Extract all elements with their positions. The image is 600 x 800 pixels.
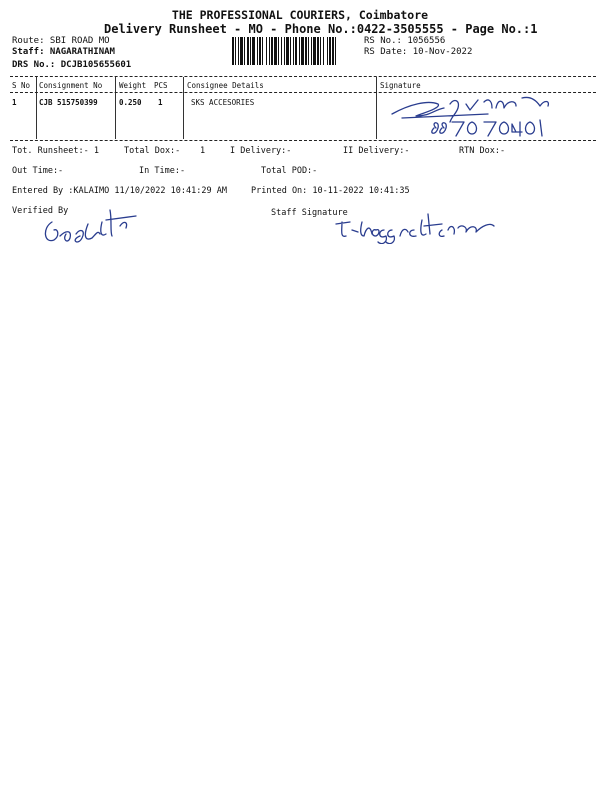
drs-number: DRS No.: DCJB105655601 — [12, 60, 132, 70]
recipient-signature — [380, 92, 580, 140]
col-divider — [183, 77, 184, 139]
col-divider — [36, 77, 37, 139]
staff-signature — [330, 200, 500, 244]
barcode — [232, 37, 358, 65]
row-sno: 1 — [12, 98, 17, 107]
total-dox-value: 1 — [200, 146, 206, 156]
staff-label: Staff: NAGARATHINAM — [12, 47, 115, 57]
total-dox-label: Total Dox:- — [124, 146, 181, 156]
header-pcs: PCS — [154, 81, 168, 90]
rs-number: RS No.: 1056556 — [364, 36, 446, 46]
header-weight: Weight — [119, 81, 147, 90]
ii-delivery: II Delivery:- — [343, 146, 410, 156]
staff-signature-label: Staff Signature — [271, 208, 348, 218]
route-label: Route: SBI ROAD MO — [12, 36, 110, 46]
header-consignee: Consignee Details — [187, 81, 264, 90]
col-divider — [376, 77, 377, 139]
rtn-dox: RTN Dox:- — [459, 146, 506, 156]
row-consignment: CJB 515750399 — [39, 98, 98, 107]
row-pcs: 1 — [158, 98, 163, 107]
verifier-signature — [40, 200, 150, 250]
row-consignee: SKS ACCESORIES — [191, 98, 255, 107]
out-time: Out Time:- — [12, 166, 64, 176]
in-time: In Time:- — [139, 166, 186, 176]
row-weight: 0.250 — [119, 98, 142, 107]
header-consignment: Consignment No — [39, 81, 103, 90]
header-signature: Signature — [380, 81, 421, 90]
i-delivery: I Delivery:- — [230, 146, 292, 156]
entered-by: Entered By :KALAIMO 11/10/2022 10:41:29 AM — [12, 186, 227, 196]
company-title: THE PROFESSIONAL COURIERS, Coimbatore — [171, 8, 429, 22]
total-pod: Total POD:- — [261, 166, 318, 176]
rs-date: RS Date: 10-Nov-2022 — [364, 47, 473, 57]
table-top-rule — [10, 76, 596, 77]
col-divider — [115, 77, 116, 139]
runsheet-subtitle: Delivery Runsheet - MO - Phone No.:0422-3505555 - Page No.:1 — [104, 22, 538, 36]
tot-runsheet: Tot. Runsheet:- 1 — [12, 146, 99, 156]
verified-by-label: Verified By — [12, 206, 69, 216]
header-sno: S No — [12, 81, 31, 90]
printed-on: Printed On: 10-11-2022 10:41:35 — [251, 186, 410, 196]
table-bottom-rule — [10, 140, 596, 141]
